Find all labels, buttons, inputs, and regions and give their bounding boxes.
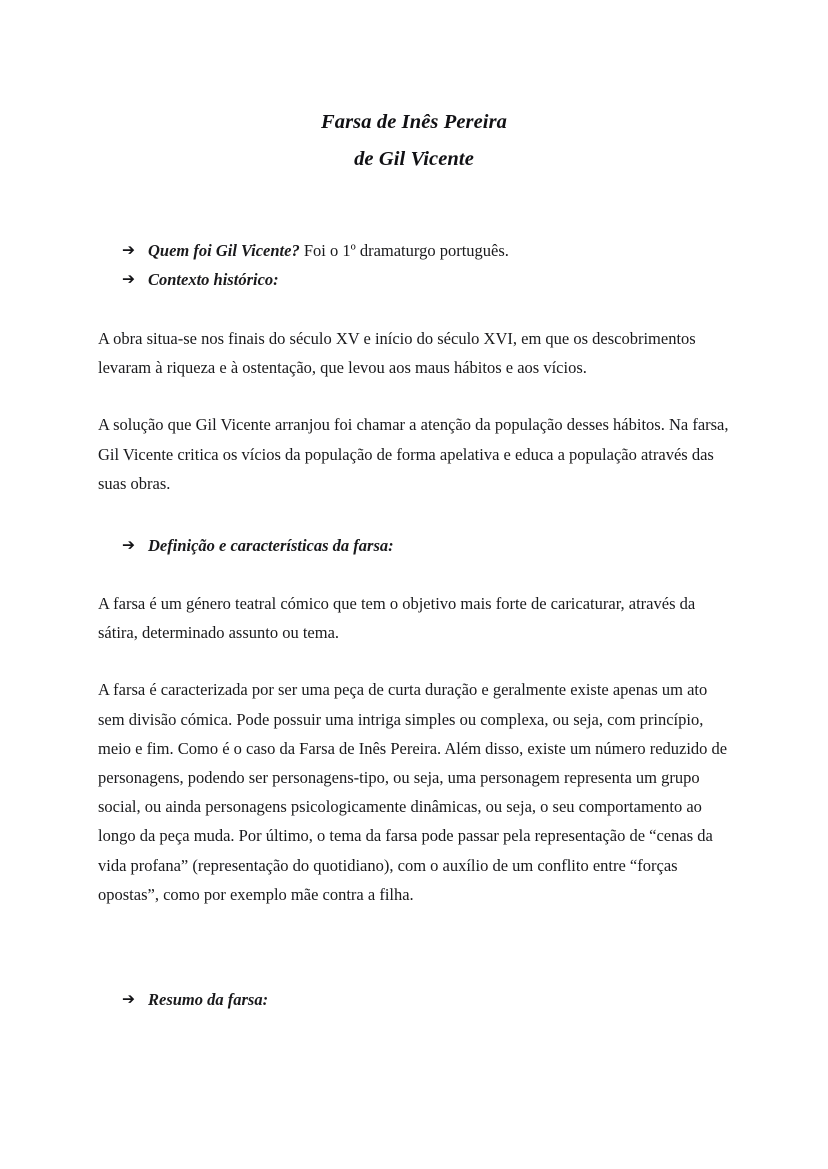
arrow-bullet-icon: ➔ xyxy=(122,270,135,288)
arrow-bullet-icon: ➔ xyxy=(122,241,135,259)
page-title xyxy=(98,0,730,178)
spacer-bullets xyxy=(98,294,730,324)
bullet-quem-foi-label: Quem foi Gil Vicente? xyxy=(148,241,300,260)
bullet-contexto-historico xyxy=(98,265,730,294)
document-content xyxy=(98,0,730,1014)
bullet-resumo-label: Resumo da farsa: xyxy=(148,990,269,1010)
spacer-paragraph-4 xyxy=(98,909,730,985)
spacer-paragraph-3 xyxy=(98,647,730,675)
title-line-author: de Gil Vicente xyxy=(354,148,474,170)
bullet-resumo-da-farsa xyxy=(98,985,730,1014)
paragraph-definicao-farsa: A farsa é um género teatral cómico que tem o objetivo mais forte de caricaturar, através da sátira, determinado assunto ou tema. xyxy=(98,594,696,643)
arrow-bullet-icon: ➔ xyxy=(122,536,135,555)
spacer-paragraph-2 xyxy=(98,498,730,531)
bullet-quem-foi-gil-vicente xyxy=(98,236,730,265)
paragraph-contexto-historico: A obra situa-se nos finais do século XV e início do século XVI, em que os descobrimentos levaram à riqueza e à ostentação, que levou aos maus hábitos e aos vícios. xyxy=(98,329,696,378)
spacer-paragraph-1 xyxy=(98,382,730,410)
spacer-bullet-definicao xyxy=(98,560,730,589)
bullet-definicao-caracteristicas xyxy=(98,531,730,560)
paragraph-solucao: A solução que Gil Vicente arranjou foi chamar a atenção da população desses hábitos. Na farsa, Gil Vicente critica os vícios da população de forma apelativa e educa a população através das suas obras. xyxy=(98,415,729,493)
title-line-work: Farsa de Inês Pereira xyxy=(320,111,508,133)
bullet-definicao-label: Definição e características da farsa: xyxy=(148,536,394,556)
paragraph-caracteristicas-farsa: A farsa é caracterizada por ser uma peça de curta duração e geralmente existe apenas um ato sem divisão cómica. Pode possuir uma intriga simples ou complexa, ou seja, com princípio, meio e fim. Como é o caso da Farsa de Inês Pereira. Além disso, existe um número reduzido de personagens, podendo ser personagens-tipo, ou seja, uma personagem representa um grupo social, ou ainda personagens psicologicamente dinâmicas, ou seja, o seu comportamento ao longo da peça muda. Por último, o tema da farsa pode passar pela representação de “cenas da vida profana” (representação do quotidiano), com o auxílio de um conflito entre “forças opostas”, como por exemplo mãe contra a filha. xyxy=(98,680,728,904)
spacer-title xyxy=(98,178,730,236)
arrow-bullet-icon: ➔ xyxy=(122,990,135,1009)
bullet-contexto-historico-label: Contexto histórico: xyxy=(148,270,279,289)
bullet-quem-foi-answer: Foi o 1º dramaturgo português. xyxy=(299,241,509,260)
